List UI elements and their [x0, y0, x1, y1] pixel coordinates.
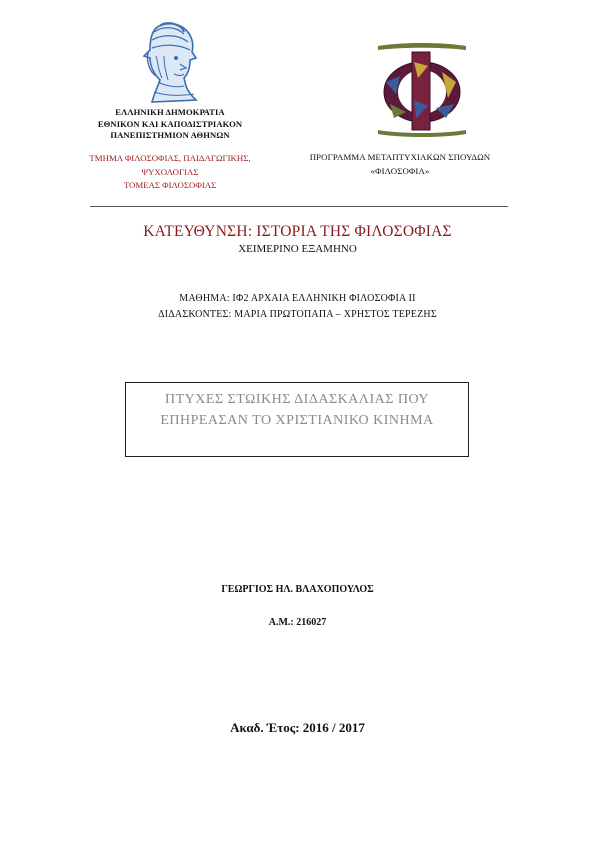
essay-title-line: ΠΤΥΧΕΣ ΣΤΩΙΚΗΣ ΔΙΔΑΣΚΑΛΙΑΣ ΠΟΥ [164, 392, 430, 407]
essay-title [126, 389, 468, 431]
program-name [300, 150, 500, 178]
course-label: ΜΑΘΗΜΑ: ΙΦ2 ΑΡΧΑΙΑ ΕΛΛΗΝΙΚΗ ΦΙΛΟΣΟΦΙΑ ΙΙ [179, 293, 416, 304]
university-line: ΕΘΝΙΚΟΝ ΚΑΙ ΚΑΠΟΔΙΣΤΡΙΑΚΟΝ [97, 118, 243, 129]
department-line: ΨΥΧΟΛΟΓΙΑΣ [141, 166, 199, 177]
academic-year: Ακαδ. Έτος: 2016 / 2017 [230, 720, 365, 735]
department-line: ΤΜΗΜΑ ΦΙΛΟΣΟΦΙΑΣ, ΠΑΙΔΑΓΩΓΙΚΗΣ, [89, 153, 251, 163]
program-line: ΠΡΟΓΡΑΜΜΑ ΜΕΤΑΠΤΥΧΙΑΚΩΝ ΣΠΟΥΔΩΝ [309, 152, 491, 162]
header-divider [90, 206, 508, 207]
university-line: ΠΑΝΕΠΙΣΤΗΜΙΟΝ ΑΘΗΝΩΝ [110, 130, 230, 140]
essay-title-box [125, 382, 469, 457]
direction-heading: ΚΑΤΕΥΘΥΝΣΗ: ΙΣΤΟΡΙΑ ΤΗΣ ΦΙΛΟΣΟΦΙΑΣ [143, 223, 452, 240]
registration-number: Α.Μ.: 216027 [268, 617, 327, 628]
department-name [50, 152, 290, 193]
author-name: ΓΕΩΡΓΙΟΣ ΗΛ. ΒΛΑΧΟΠΟΥΛΟΣ [221, 584, 374, 595]
university-name [60, 107, 280, 142]
department-line: ΤΟΜΕΑΣ ΦΙΛΟΣΟΦΙΑΣ [123, 180, 217, 190]
essay-title-line: ΕΠΗΡΕΑΣΑΝ ΤΟ ΧΡΙΣΤΙΑΝΙΚΟ ΚΙΝΗΜΑ [160, 413, 434, 428]
program-line: «ΦΙΛΟΣΟΦΙΑ» [370, 166, 430, 176]
semester-label: ΧΕΙΜΕΡΙΝΟ ΕΞΑΜΗΝΟ [238, 243, 357, 255]
university-line: ΕΛΛΗΝΙΚΗ ΔΗΜΟΚΡΑΤΙΑ [115, 107, 225, 117]
teachers-label: ΔΙΔΑΣΚΟΝΤΕΣ: ΜΑΡΙΑ ΠΡΩΤΟΠΑΠΑ – ΧΡΗΣΤΟΣ ΤΕΡΕΖΗΣ [158, 309, 437, 320]
phi-letter-logo [372, 42, 472, 138]
athena-head-logo [138, 22, 200, 104]
